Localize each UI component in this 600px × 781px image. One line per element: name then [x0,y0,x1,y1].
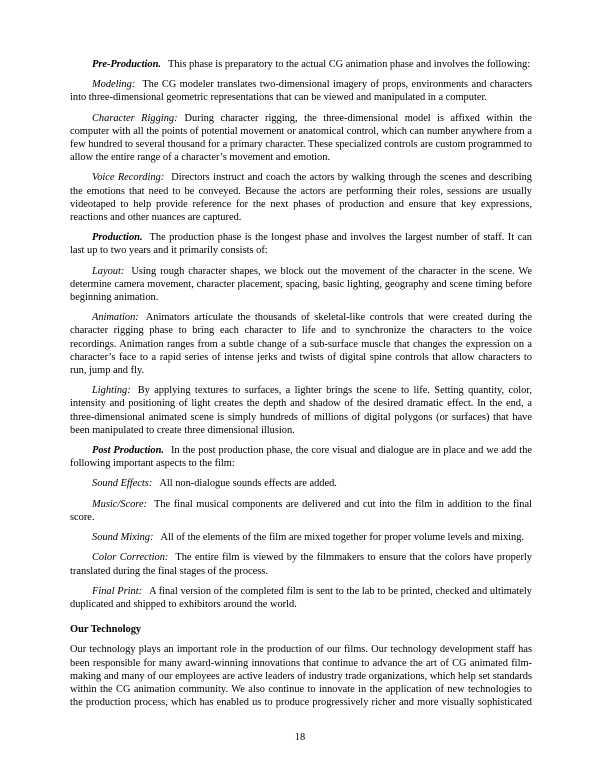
term-sound-effects: Sound Effects: [92,478,153,490]
term-pre-production: Pre-Production. [92,59,161,70]
paragraph-sound-effects [70,477,532,490]
term-color-correction: Color Correction: [92,552,169,564]
paragraph-character-rigging [70,112,532,165]
paragraph-sound-mixing [70,531,532,544]
term-character-rigging: Character Rigging: [92,112,178,124]
paragraph-body: Animators articulate the thousands of skeletal-like controls that were created during the character rigging phase to bring each character to life and to synchronize the characters to the voice recordings. Animation ranges from a subtle change of a sub-surface muscle that changes the expression on a character’s face to a rapid series of intense jerks and twists of digital spine controls that allow characters to run, jump and fly. [70,312,532,377]
term-layout: Layout: [92,265,125,277]
paragraph-color-correction [70,551,532,577]
paragraph-body: The production phase is the longest phase and involves the largest number of staff. It can last up to two years and it primarily consists of: [70,232,532,257]
paragraph-body: All non-dialogue sounds effects are added. [159,478,337,490]
paragraph-body: Directors instruct and coach the actors by walking through the scenes and describing the emotions that need to be conveyed. Because the actors are performing their roles, sessions are usually videotaped to help provide reference for the next phases of production and ensure that key expressions, reactions and other nuances are captured. [70,172,532,224]
paragraph-body: During character rigging, the three-dimensional model is affixed within the computer with all the points of potential movement or anatomical control, which can number anywhere from a few hundred to several thousand for a primary character. These specialized controls are custom programmed to allow the entire range of a character’s movement and emotion. [70,112,532,164]
page-number: 18 [294,732,306,743]
term-production: Production. [92,232,143,244]
term-final-print: Final Print: [92,585,143,597]
term-modeling: Modeling: [92,79,136,91]
paragraph-body: By applying textures to surfaces, a lighter brings the scene to life. Setting quantity, color, intensity and positioning of light creates the depth and shadow of the desired dramatic effect. In the end, a three-dimensional animated scene is simply hundreds of millions of digital polygons (or surfaces) that have been manipulated to create three dimensional illusion. [70,385,532,436]
paragraph-our-technology: Our technology plays an important role in the production of our films. Our technology development staff has been responsible for many award-winning innovations that continue to advance the art of CG animated film-making and many of our employees are active leaders of industry trade organizations, which help set standards within the CG animation community. We also continue to innovate in the application of new technologies to the production process, which has enabled us to produce progressively richer and more visually sophisticated [70,644,532,709]
text-block [70,58,532,709]
paragraph-pre-production [70,58,532,71]
paragraph-layout [70,265,532,305]
term-music-score: Music/Score: [92,498,148,510]
term-post-production: Post Production. [92,445,164,457]
term-sound-mixing: Sound Mixing: [92,532,154,544]
paragraph-post-production [70,444,532,470]
term-animation: Animation: [92,312,139,324]
paragraph-body: The entire film is viewed by the filmmakers to ensure that the colors have properly translated during the final stages of the process. [70,552,532,577]
paragraph-body: In the post production phase, the core visual and dialogue are in place and we add the following important aspects to the film: [70,445,533,470]
paragraph-music-score [70,498,532,524]
paragraph-final-print [70,585,532,611]
paragraph-modeling [70,78,532,104]
paragraph-body: A final version of the completed film is sent to the lab to be printed, checked and ultimately duplicated and shipped to exhibitors around the world. [70,585,532,610]
term-voice-recording: Voice Recording: [92,172,165,184]
paragraph-body: The CG modeler translates two-dimensional imagery of props, environments and characters into three-dimensional geometric representations that can be viewed and manipulated in a computer. [70,79,532,104]
paragraph-animation [70,311,532,377]
paragraph-body: All of the elements of the film are mixed together for proper volume levels and mixing. [160,532,525,544]
paragraph-body: This phase is preparatory to the actual CG animation phase and involves the following: [167,59,531,70]
paragraph-lighting [70,384,532,437]
section-heading-our-technology: Our Technology [70,624,142,636]
paragraph-body: The final musical components are delivered and cut into the film in addition to the final score. [70,498,532,523]
paragraph-voice-recording [70,171,532,224]
paragraph-production [70,231,532,257]
term-lighting: Lighting: [92,385,131,397]
paragraph-body: Using rough character shapes, we block out the movement of the character in the scene. We determine camera movement, character placement, spacing, basic lighting, geography and scene timing before beginning animation. [70,265,532,304]
